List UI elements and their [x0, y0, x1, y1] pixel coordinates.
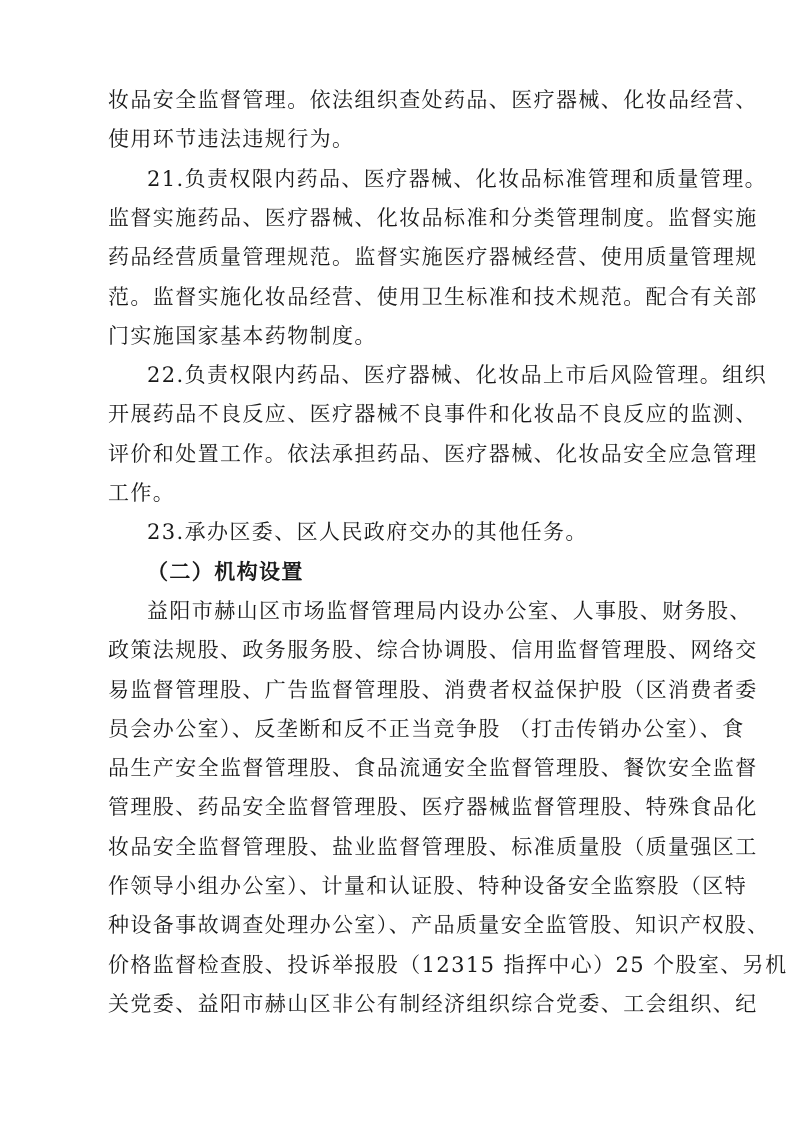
text-line-content: 使用环节违法违规行为。: [108, 127, 355, 152]
text-line-content: 种设备事故调查处理办公室）、产品质量安全监管股、知识产权股、: [108, 913, 770, 938]
text-line-content: 妆品安全监督管理。依法组织查处药品、医疗器械、化妆品经营、: [108, 88, 758, 112]
text-line-content: 22.负责权限内药品、医疗器械、化妆品上市后风险管理。组织: [147, 363, 767, 388]
text-line: [0, 591, 794, 631]
text-line-content: 益阳市赫山区市场监督管理局内设办公室、人事股、财务股、: [147, 598, 752, 623]
text-line: [0, 512, 794, 552]
section-heading: [0, 552, 794, 592]
text-line: [0, 787, 794, 827]
text-line: [0, 630, 794, 670]
text-line-content: 范。监督实施化妆品经营、使用卫生标准和技术规范。配合有关部: [108, 284, 758, 309]
text-line: [0, 905, 794, 945]
text-line: [0, 945, 794, 985]
text-line: [0, 709, 794, 749]
text-line: [0, 748, 794, 788]
text-line: [0, 119, 794, 159]
text-line-content: 政策法规股、政务服务股、综合协调股、信用监督管理股、网络交: [108, 638, 758, 663]
text-line-content: 评价和处置工作。依法承担药品、医疗器械、化妆品安全应急管理: [108, 441, 758, 466]
text-line-content: 管理股、药品安全监督管理股、医疗器械监督管理股、特殊食品化: [108, 795, 758, 820]
text-line: [0, 670, 794, 710]
text-line-content: 21.负责权限内药品、医疗器械、化妆品标准管理和质量管理。: [147, 166, 767, 191]
text-line-content: 关党委、益阳市赫山区非公有制经济组织综合党委、工会组织、纪: [108, 991, 758, 1016]
text-line-content: 作领导小组办公室）、计量和认证股、特种设备安全监察股（区特: [108, 874, 748, 898]
text-line: [0, 866, 794, 906]
text-line-content: 监督实施药品、医疗器械、化妆品标准和分类管理制度。监督实施: [108, 205, 758, 230]
text-line-content: 23.承办区委、区人民政府交办的其他任务。: [147, 520, 588, 545]
text-line-content: 药品经营质量管理规范。监督实施医疗器械经营、使用质量管理规: [108, 245, 758, 270]
text-line-content: 价格监督检查股、投诉举报股（12315 指挥中心）25 个股室、另机: [108, 952, 788, 977]
text-line: [0, 277, 794, 317]
text-line-content: 工作。: [108, 481, 176, 505]
text-line: [0, 394, 794, 434]
text-line-content: 妆品安全监督管理股、盐业监督管理股、标准质量股（质量强区工: [108, 834, 758, 859]
text-line: [0, 984, 794, 1024]
text-line-content: 员会办公室）、反垄断和反不正当竞争股 （打击传销办公室）、食: [108, 716, 745, 741]
section-heading-text: （二）机构设置: [147, 558, 304, 584]
text-line: [0, 473, 794, 513]
text-line: [0, 355, 794, 395]
text-line: [0, 198, 794, 238]
text-line-content: 开展药品不良反应、医疗器械不良事件和化妆品不良反应的监测、: [108, 402, 758, 427]
text-line-content: 品生产安全监督管理股、食品流通安全监督管理股、餐饮安全监督: [108, 756, 758, 781]
text-line: [0, 159, 794, 199]
text-line: [0, 316, 794, 356]
text-line: [0, 827, 794, 867]
text-line: [0, 80, 794, 120]
text-line: [0, 434, 794, 474]
text-line-content: 易监督管理股、广告监督管理股、消费者权益保护股（区消费者委: [108, 677, 758, 702]
text-line-content: 门实施国家基本药物制度。: [108, 323, 377, 348]
text-line: [0, 237, 794, 277]
